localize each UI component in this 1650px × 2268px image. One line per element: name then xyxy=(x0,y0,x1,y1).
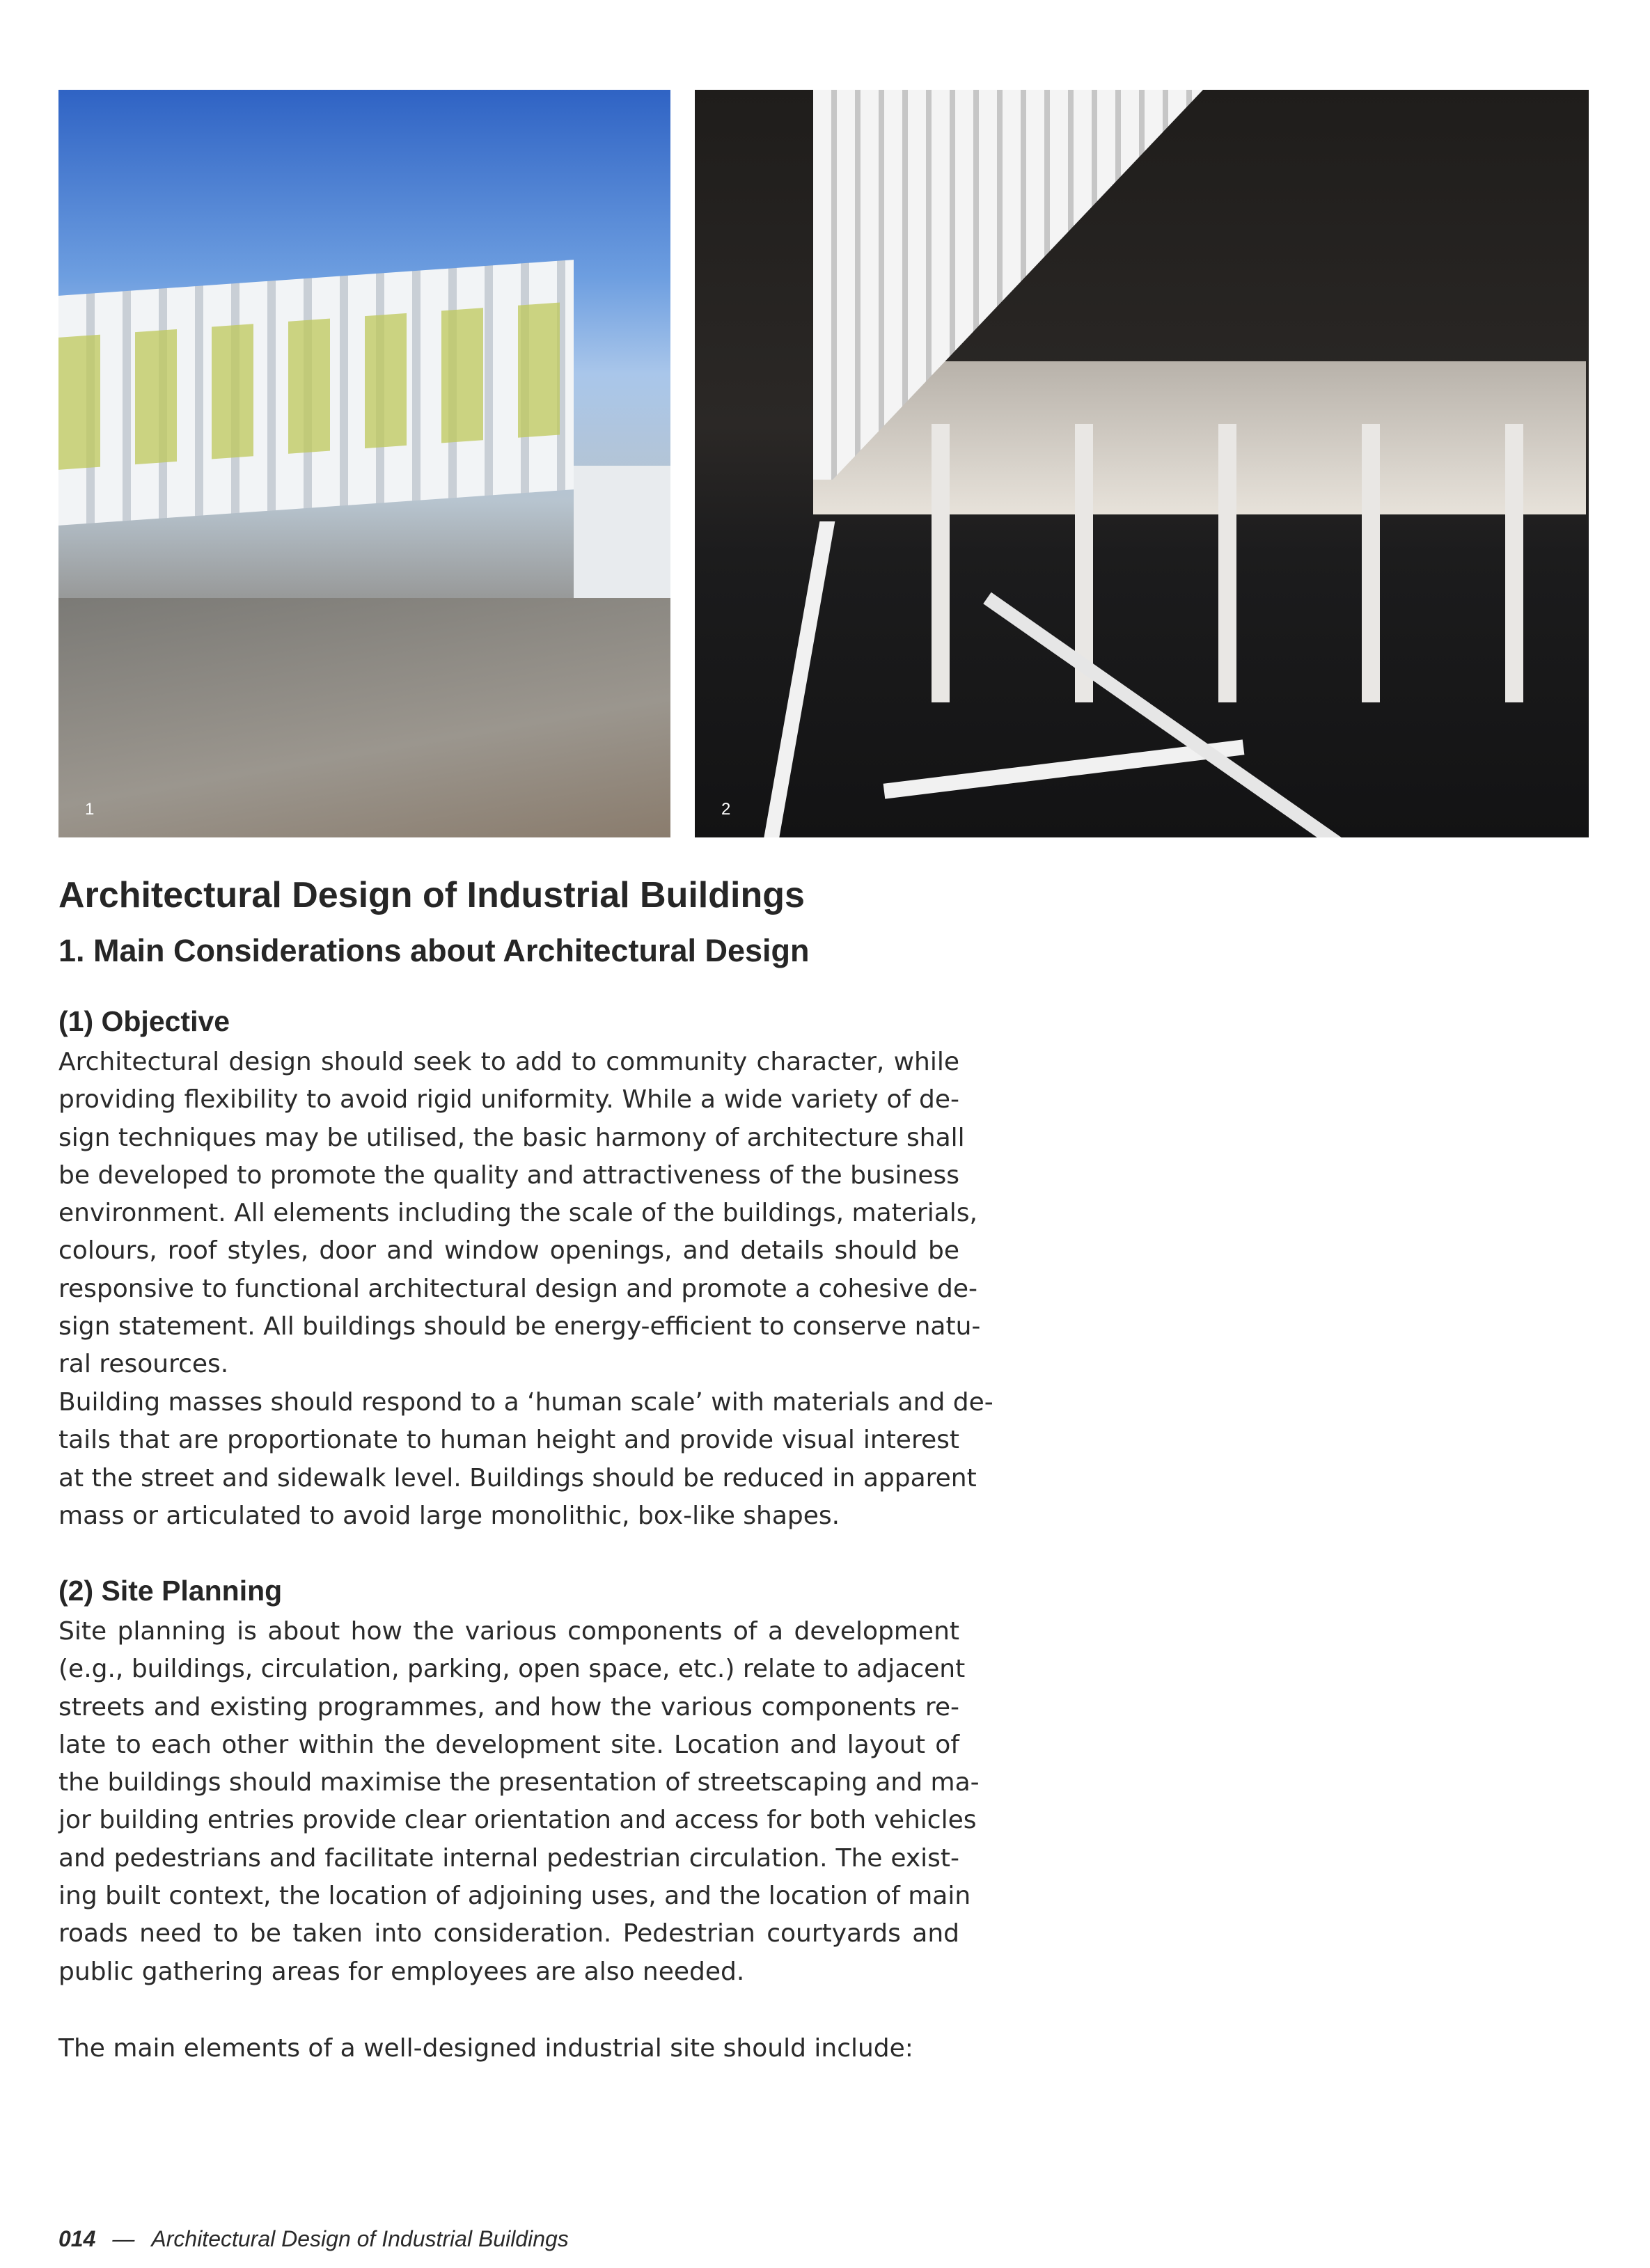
text-line: public gathering areas for employees are also needed. xyxy=(58,1957,745,1986)
text-line: mass or articulated to avoid large monolithic, box-like shapes. xyxy=(58,1501,840,1530)
text-line: and pedestrians and facilitate internal pedestrian circulation. The exist- xyxy=(58,1843,959,1873)
text-line: late to each other within the development site. Location and layout of xyxy=(58,1730,959,1759)
section-title: 1. Main Considerations about Architectural Design xyxy=(58,933,810,968)
text-line: environment. All elements including the scale of the buildings, materials, xyxy=(58,1199,977,1228)
columns xyxy=(806,424,1586,702)
text-line: tails that are proportionate to human height and provide visual interest xyxy=(58,1426,959,1455)
page-number: 014 xyxy=(58,2226,96,2251)
heading-site-planning: (2) Site Planning xyxy=(58,1575,283,1607)
text-line: Site planning is about how the various components of a development xyxy=(58,1617,959,1646)
gravel-ground xyxy=(58,598,670,837)
photo-building-exterior xyxy=(58,90,670,837)
photo-number: 1 xyxy=(85,800,95,819)
text-line: roads need to be taken into consideration. Pedestrian courtyards and xyxy=(58,1919,959,1948)
page-footer xyxy=(58,2226,569,2252)
text-line: responsive to functional architectural design and promote a cohesive de- xyxy=(58,1274,978,1303)
text-line: Building masses should respond to a ‘human scale’ with materials and de- xyxy=(58,1388,993,1417)
text-line: Architectural design should seek to add to community character, while xyxy=(58,1048,959,1076)
paragraph xyxy=(58,1044,981,1384)
text-line: streets and existing programmes, and how the various components re- xyxy=(58,1692,959,1722)
text-line: ing built context, the location of adjoining uses, and the location of main xyxy=(58,1882,971,1911)
text-line: providing flexibility to avoid rigid uniformity. While a wide variety of de- xyxy=(58,1085,959,1115)
text-line: ral resources. xyxy=(58,1350,229,1379)
text-line: colours, roof styles, door and window openings, and details should be xyxy=(58,1236,959,1266)
heading-objective: (1) Objective xyxy=(58,1005,230,1037)
text-line: sign statement. All buildings should be energy-efficient to conserve natu- xyxy=(58,1312,981,1341)
paragraph xyxy=(58,2030,959,2068)
paragraph xyxy=(58,1384,993,1535)
photo-parking-canopy xyxy=(695,90,1589,837)
running-title: Architectural Design of Industrial Buildings xyxy=(151,2226,569,2251)
text-line: jor building entries provide clear orientation and access for both vehicles xyxy=(58,1806,977,1835)
text-line: at the street and sidewalk level. Buildings should be reduced in apparent xyxy=(58,1463,977,1493)
text-line: (e.g., buildings, circulation, parking, open space, etc.) relate to adjacent xyxy=(58,1655,966,1684)
footer-dash: — xyxy=(112,2226,135,2251)
text-line: be developed to promote the quality and attractiveness of the business xyxy=(58,1160,959,1190)
text-line: sign techniques may be utilised, the basic harmony of architecture shall xyxy=(58,1123,965,1152)
text-line: the buildings should maximise the presentation of streetscaping and ma- xyxy=(58,1768,980,1797)
page-title: Architectural Design of Industrial Buildings xyxy=(58,875,805,915)
photo-number: 2 xyxy=(721,800,731,819)
text-line: The main elements of a well-designed industrial site should include: xyxy=(58,2034,913,2063)
paragraph xyxy=(58,1613,980,1991)
